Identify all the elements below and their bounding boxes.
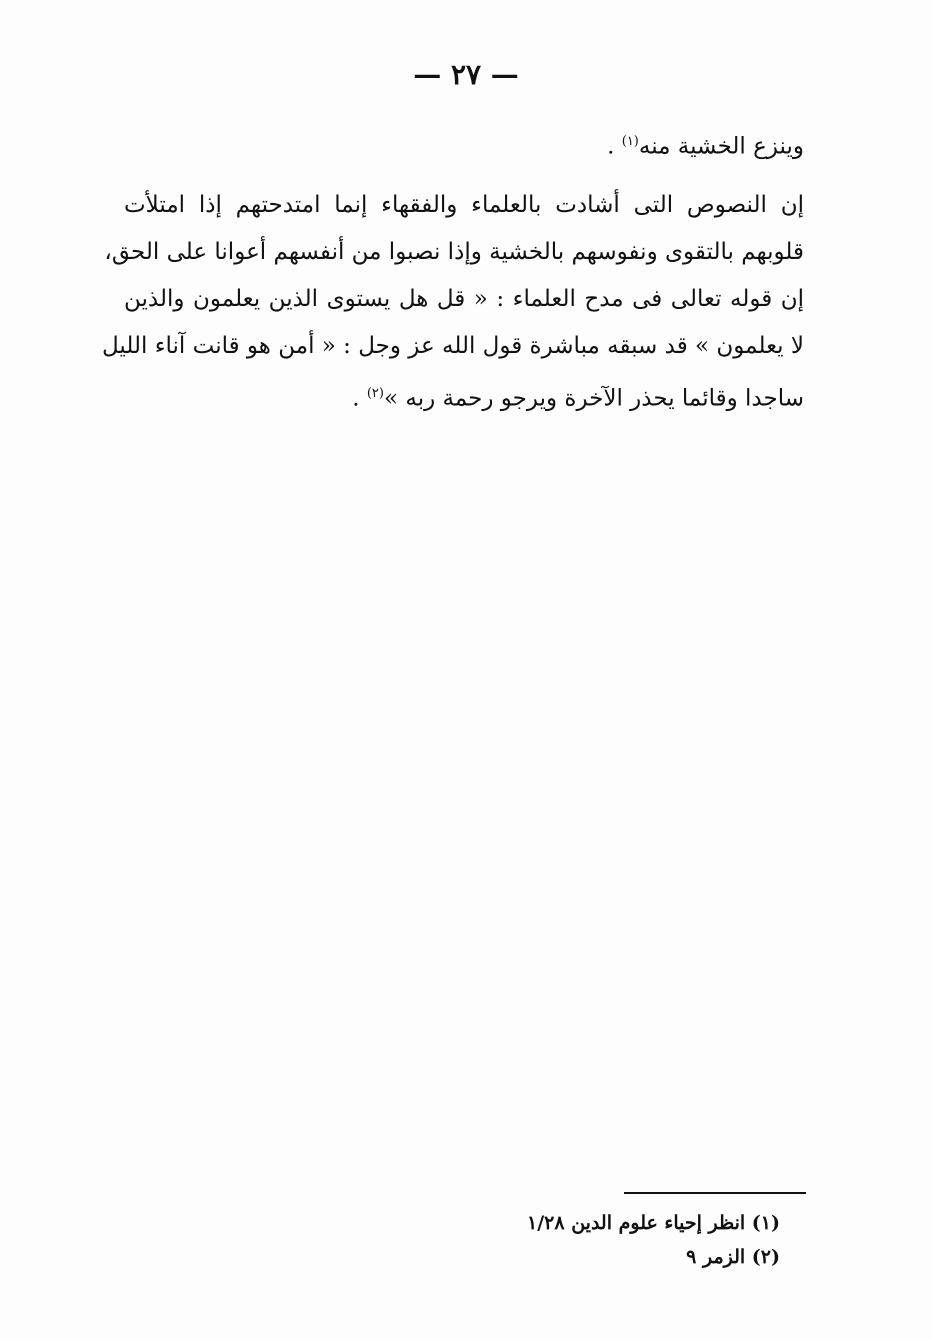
last-line-text: ساجدا وقائما يحذر الآخرة ويرجو رحمة ربه » xyxy=(383,385,804,412)
intro-line xyxy=(124,118,804,171)
footnote-ref-2: (٢) xyxy=(366,386,384,401)
footnotes xyxy=(280,1206,780,1274)
paragraph-line: إن النصوص التى أشادت بالعلماء والفقهاء إنما امتدحتهم إذا امتلأت xyxy=(124,192,804,218)
paragraph-line: قلوبهم بالتقوى ونفوسهم بالخشية وإذا نصبوا من أنفسهم أعوانا على الحق، xyxy=(104,239,804,265)
paragraph-last-line xyxy=(124,370,804,417)
main-paragraph xyxy=(102,182,804,417)
paragraph-line: لا يعلمون » قد سبقه مباشرة قول الله عز وجل : « أمن هو قانت آناء الليل xyxy=(102,333,804,359)
last-line-end: . xyxy=(352,385,367,412)
footnote-2: (٢) الزمر ٩ xyxy=(686,1246,780,1268)
paragraph-line: إن قوله تعالى فى مدح العلماء : « قل هل يستوى الذين يعلمون والذين xyxy=(124,286,804,312)
page-number: — ٢٧ — xyxy=(413,58,519,91)
footnote-ref-1: (١) xyxy=(621,134,639,149)
footnote-1: (١) انظر إحياء علوم الدين ١/٢٨ xyxy=(527,1212,780,1234)
footnote-divider xyxy=(624,1192,806,1194)
intro-end: . xyxy=(607,133,622,160)
intro-text: وينزع الخشية منه xyxy=(638,133,804,160)
